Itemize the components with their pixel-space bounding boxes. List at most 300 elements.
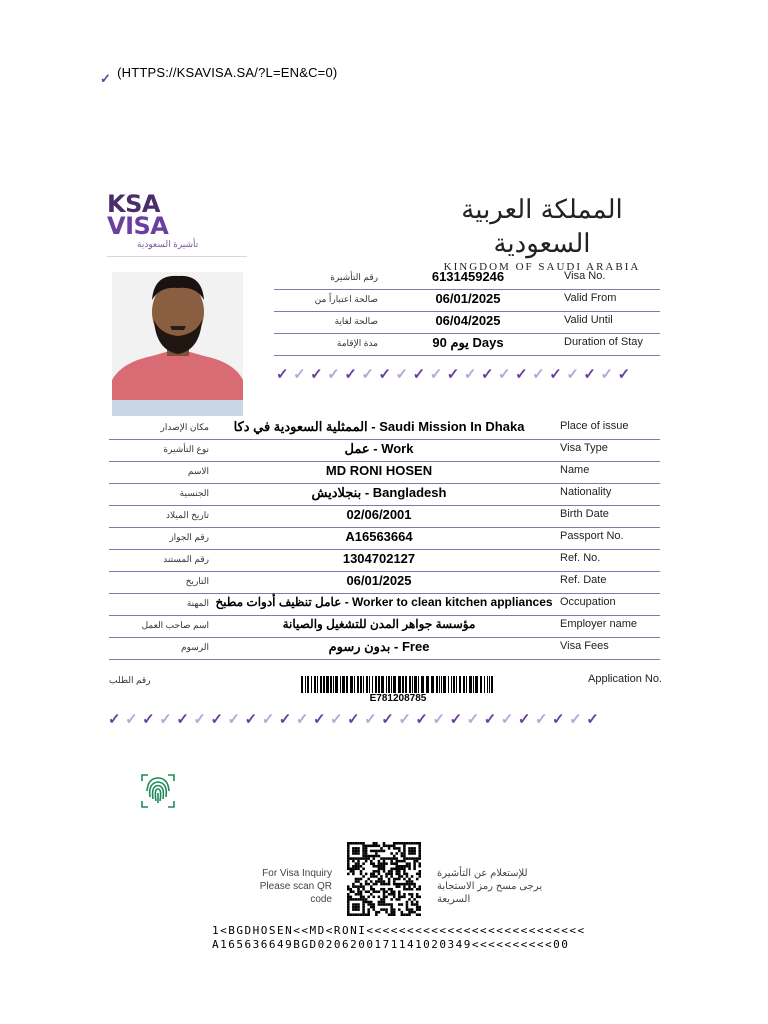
qr-module — [393, 842, 396, 845]
qr-module — [411, 880, 414, 883]
qr-module — [350, 842, 353, 845]
qr-module — [375, 842, 378, 845]
qr-module — [390, 898, 393, 901]
qr-module — [401, 842, 404, 845]
qr-module — [355, 903, 358, 906]
qr-module — [413, 860, 416, 863]
barcode-bar — [469, 676, 472, 693]
qr-module — [365, 880, 368, 883]
qr-module — [347, 906, 350, 909]
qr-module — [401, 868, 404, 871]
barcode-bar — [301, 676, 303, 693]
tick-pattern-bottom: ✓✓✓✓✓✓✓✓✓✓✓✓✓✓✓✓✓✓✓✓✓✓✓✓✓✓✓✓✓ — [108, 711, 604, 728]
qr-module — [416, 913, 419, 916]
qr-module — [383, 845, 386, 848]
qr-module — [360, 857, 363, 860]
barcode-number: E781208785 — [369, 693, 427, 704]
qr-module — [352, 850, 355, 853]
qr-module — [383, 862, 386, 865]
qr-module — [395, 842, 398, 845]
qr-module — [373, 845, 376, 848]
qr-module — [380, 862, 383, 865]
qr-module — [411, 896, 414, 899]
qr-module — [395, 898, 398, 901]
qr-module — [395, 883, 398, 886]
qr-module — [378, 903, 381, 906]
qr-module — [398, 896, 401, 899]
field-row-birth-date — [109, 505, 660, 528]
barcode-bar — [402, 676, 404, 693]
barcode-bar — [426, 676, 429, 693]
divider — [107, 256, 247, 257]
qr-module — [395, 852, 398, 855]
qr-module — [357, 857, 360, 860]
qr-module — [378, 911, 381, 914]
qr-module — [362, 885, 365, 888]
barcode-bar — [421, 676, 424, 693]
qr-module — [385, 845, 388, 848]
qr-module — [388, 880, 391, 883]
qr-module — [416, 873, 419, 876]
qr-module — [413, 842, 416, 845]
qr-module — [395, 870, 398, 873]
qr-module — [408, 883, 411, 886]
qr-module — [398, 870, 401, 873]
qr-module — [347, 860, 350, 863]
barcode-bar — [487, 676, 488, 693]
qr-module — [406, 906, 409, 909]
qr-module — [390, 862, 393, 865]
header-url[interactable] — [100, 65, 338, 86]
qr-module — [352, 903, 355, 906]
qr-module — [408, 842, 411, 845]
qr-module — [403, 885, 406, 888]
qr-module — [411, 893, 414, 896]
qr-module — [378, 860, 381, 863]
qr-module — [357, 865, 360, 868]
field-label-ar: صالحة لغاية — [334, 316, 378, 326]
qr-module — [403, 865, 406, 868]
qr-module — [406, 865, 409, 868]
qr-module — [367, 903, 370, 906]
barcode-bar — [372, 676, 373, 693]
qr-module — [403, 883, 406, 886]
field-row-visa-no — [274, 267, 660, 290]
field-row-nationality — [109, 483, 660, 506]
qr-module — [406, 857, 409, 860]
barcode-bar — [436, 676, 438, 693]
qr-module — [347, 847, 350, 850]
field-label-en: Visa Type — [560, 442, 608, 454]
qr-module — [406, 901, 409, 904]
qr-module — [347, 868, 350, 871]
qr-module — [408, 913, 411, 916]
qr-module — [408, 898, 411, 901]
qr-module — [395, 873, 398, 876]
qr-module — [393, 911, 396, 914]
qr-module — [362, 913, 365, 916]
barcode-bar — [451, 676, 452, 693]
qr-module — [357, 888, 360, 891]
qr-module — [355, 880, 358, 883]
qr-module — [357, 885, 360, 888]
barcode-bar — [491, 676, 493, 693]
barcode-bar — [448, 676, 449, 693]
qr-module — [352, 906, 355, 909]
qr-module — [362, 868, 365, 871]
barcode-bar — [381, 676, 384, 693]
field-label-en: Occupation — [560, 596, 616, 608]
barcode-bar — [350, 676, 353, 693]
qr-module — [378, 870, 381, 873]
barcode-bar — [418, 676, 419, 693]
check-icon: ✓ — [100, 71, 112, 86]
qr-module — [403, 913, 406, 916]
qr-module — [390, 857, 393, 860]
qr-module — [413, 850, 416, 853]
qr-module — [385, 890, 388, 893]
qr-module — [375, 913, 378, 916]
qr-module — [411, 888, 414, 891]
qr-module — [347, 898, 350, 901]
qr-module — [347, 893, 350, 896]
barcode-bar — [342, 676, 345, 693]
qr-module — [401, 911, 404, 914]
qr-module — [393, 845, 396, 848]
qr-module — [380, 880, 383, 883]
qr-module — [395, 885, 398, 888]
qr-module — [378, 865, 381, 868]
qr-module — [418, 906, 421, 909]
qr-module — [383, 868, 386, 871]
qr-module — [408, 865, 411, 868]
field-value: 1304702127 — [342, 551, 416, 566]
qr-module — [365, 913, 368, 916]
qr-module — [375, 890, 378, 893]
qr-module — [413, 862, 416, 865]
qr-module — [418, 870, 421, 873]
field-value: 90 يوم Days — [432, 335, 504, 350]
qr-module — [390, 903, 393, 906]
field-value: بدون رسوم - Free — [328, 639, 430, 654]
qr-module — [362, 862, 365, 865]
header-url-text[interactable]: (HTTPS://KSAVISA.SA/?L=EN&C=0) — [117, 65, 338, 80]
qr-text-en-line2: Please scan QR code — [259, 881, 332, 905]
qr-module — [380, 903, 383, 906]
qr-module — [350, 890, 353, 893]
qr-module — [398, 850, 401, 853]
qr-module — [413, 847, 416, 850]
qr-module — [365, 873, 368, 876]
qr-module — [357, 860, 360, 863]
qr-module — [375, 855, 378, 858]
qr-module — [347, 896, 350, 899]
qr-module — [365, 852, 368, 855]
qr-module — [370, 903, 373, 906]
qr-module — [403, 888, 406, 891]
qr-module — [357, 898, 360, 901]
qr-module — [362, 896, 365, 899]
qr-module — [416, 842, 419, 845]
qr-module — [375, 845, 378, 848]
qr-module — [390, 906, 393, 909]
qr-module — [390, 911, 393, 914]
field-label-ar: مدة الإقامة — [336, 338, 378, 348]
qr-module — [388, 913, 391, 916]
qr-module — [365, 847, 368, 850]
qr-module — [398, 873, 401, 876]
barcode-bar — [314, 676, 316, 693]
barcode-bar — [326, 676, 329, 693]
qr-module — [390, 890, 393, 893]
barcode-bar — [441, 676, 442, 693]
qr-module — [406, 842, 409, 845]
qr-module — [367, 901, 370, 904]
barcode-bar — [307, 676, 309, 693]
qr-module — [383, 893, 386, 896]
qr-module — [362, 852, 365, 855]
barcode-bar — [335, 676, 338, 693]
qr-module — [370, 885, 373, 888]
qr-module — [403, 857, 406, 860]
qr-module — [406, 880, 409, 883]
qr-module — [365, 860, 368, 863]
qr-module — [395, 865, 398, 868]
qr-module — [365, 850, 368, 853]
qr-module — [403, 847, 406, 850]
qr-module — [380, 850, 383, 853]
qr-module — [362, 847, 365, 850]
qr-module — [411, 847, 414, 850]
qr-module — [370, 873, 373, 876]
qr-module — [373, 870, 376, 873]
qr-module — [347, 852, 350, 855]
qr-module — [362, 908, 365, 911]
qr-module — [418, 888, 421, 891]
qr-module — [360, 898, 363, 901]
qr-module — [352, 857, 355, 860]
qr-module — [360, 842, 363, 845]
qr-module — [367, 883, 370, 886]
field-label-ar: تاريخ الميلاد — [166, 510, 209, 520]
qr-module — [350, 857, 353, 860]
qr-module — [401, 875, 404, 878]
qr-module — [373, 862, 376, 865]
qr-text-ar-line1: للإستعلام عن التأشيرة — [437, 868, 528, 879]
qr-module — [357, 862, 360, 865]
qr-module — [390, 845, 393, 848]
qr-text-ar-line2: يرجى مسح رمز الاستجابة السريعة — [437, 881, 543, 905]
qr-module — [347, 888, 350, 891]
qr-module — [367, 845, 370, 848]
qr-module — [403, 852, 406, 855]
qr-module — [357, 868, 360, 871]
qr-module — [411, 903, 414, 906]
qr-module — [406, 888, 409, 891]
qr-module — [383, 860, 386, 863]
qr-module — [398, 875, 401, 878]
qr-module — [390, 868, 393, 871]
qr-module — [357, 890, 360, 893]
field-label-ar: التاريخ — [185, 576, 209, 586]
qr-module — [380, 878, 383, 881]
qr-module — [408, 857, 411, 860]
ksa-visa-logo — [107, 190, 247, 250]
qr-module — [383, 888, 386, 891]
qr-module — [373, 857, 376, 860]
field-label-en: Duration of Stay — [564, 336, 643, 348]
qr-module — [357, 847, 360, 850]
qr-module — [373, 855, 376, 858]
qr-module — [418, 885, 421, 888]
qr-module — [352, 885, 355, 888]
qr-module — [393, 862, 396, 865]
qr-code[interactable] — [347, 842, 421, 916]
field-value: عمل - Work — [344, 441, 414, 456]
field-label-en: Place of issue — [560, 420, 629, 432]
qr-module — [370, 901, 373, 904]
applicant-photo — [112, 272, 243, 416]
qr-module — [380, 908, 383, 911]
qr-module — [383, 883, 386, 886]
barcode-bar — [330, 676, 332, 693]
barcode-bar — [466, 676, 467, 693]
qr-module — [373, 903, 376, 906]
qr-module — [350, 868, 353, 871]
qr-module — [362, 901, 365, 904]
qr-module — [370, 906, 373, 909]
barcode-bar — [456, 676, 457, 693]
qr-module — [408, 850, 411, 853]
qr-module — [365, 883, 368, 886]
qr-text-en-line1: For Visa Inquiry — [262, 868, 332, 879]
qr-module — [398, 847, 401, 850]
qr-module — [383, 898, 386, 901]
qr-module — [390, 875, 393, 878]
qr-module — [411, 901, 414, 904]
barcode-bar — [409, 676, 411, 693]
qr-module — [352, 890, 355, 893]
qr-module — [352, 868, 355, 871]
qr-module — [378, 855, 381, 858]
qr-module — [383, 901, 386, 904]
qr-module — [347, 862, 350, 865]
field-label-ar: الجنسية — [179, 488, 209, 498]
qr-module — [380, 847, 383, 850]
qr-module — [347, 901, 350, 904]
qr-module — [370, 893, 373, 896]
qr-module — [367, 913, 370, 916]
qr-module — [350, 870, 353, 873]
qr-module — [360, 893, 363, 896]
qr-module — [416, 908, 419, 911]
qr-module — [362, 857, 365, 860]
field-value: مؤسسة جواهر المدن للتشغيل والصيانة — [282, 617, 476, 631]
qr-module — [378, 850, 381, 853]
qr-module — [370, 845, 373, 848]
field-label-en: Name — [560, 464, 590, 476]
qr-module — [418, 845, 421, 848]
field-label-ar: نوع التأشيرة — [163, 444, 209, 454]
field-value: MD RONI HOSEN — [325, 463, 433, 478]
field-value: 06/04/2025 — [435, 313, 501, 328]
field-label-ar: رقم الجواز — [169, 532, 209, 542]
qr-module — [380, 857, 383, 860]
barcode-bar — [439, 676, 440, 693]
qr-module — [373, 890, 376, 893]
field-row-name — [109, 461, 660, 484]
barcode-bar — [398, 676, 401, 693]
qr-module — [355, 847, 358, 850]
qr-module — [418, 857, 421, 860]
qr-module — [375, 880, 378, 883]
qr-module — [357, 880, 360, 883]
qr-module — [388, 873, 391, 876]
barcode-bar — [405, 676, 407, 693]
qr-module — [390, 860, 393, 863]
field-label-en: Passport No. — [560, 530, 624, 542]
qr-module — [360, 865, 363, 868]
qr-module — [416, 888, 419, 891]
qr-module — [385, 873, 388, 876]
qr-module — [416, 893, 419, 896]
qr-module — [367, 855, 370, 858]
qr-module — [373, 842, 376, 845]
qr-module — [373, 865, 376, 868]
qr-module — [373, 875, 376, 878]
qr-module — [403, 873, 406, 876]
barcode-bar — [414, 676, 417, 693]
qr-module — [408, 888, 411, 891]
qr-module — [416, 901, 419, 904]
field-row-occupation — [109, 593, 660, 616]
qr-module — [380, 868, 383, 871]
qr-module — [367, 878, 370, 881]
qr-module — [352, 852, 355, 855]
qr-module — [355, 908, 358, 911]
qr-module — [352, 873, 355, 876]
qr-module — [393, 896, 396, 899]
qr-module — [385, 875, 388, 878]
qr-module — [393, 868, 396, 871]
field-value: 06/01/2025 — [435, 291, 501, 306]
qr-module — [362, 842, 365, 845]
qr-module — [360, 913, 363, 916]
qr-module — [370, 880, 373, 883]
qr-module — [380, 888, 383, 891]
qr-module — [352, 842, 355, 845]
application-label-ar: رقم الطلب — [109, 675, 151, 685]
field-row-ref-date — [109, 571, 660, 594]
field-value: عامل تنظيف أدوات مطبخ - Worker to clean kitchen appliances — [215, 595, 553, 609]
qr-module — [378, 845, 381, 848]
qr-module — [360, 885, 363, 888]
qr-module — [388, 870, 391, 873]
field-row-employer — [109, 615, 660, 638]
field-label-en: Visa Fees — [560, 640, 609, 652]
field-row-visa-fees — [109, 637, 660, 660]
qr-module — [403, 896, 406, 899]
qr-module — [357, 906, 360, 909]
qr-module — [378, 890, 381, 893]
qr-module — [367, 890, 370, 893]
qr-module — [385, 908, 388, 911]
qr-module — [408, 868, 411, 871]
qr-module — [418, 847, 421, 850]
qr-module — [411, 850, 414, 853]
qr-module — [355, 893, 358, 896]
field-label-ar: اسم صاحب العمل — [141, 620, 209, 630]
